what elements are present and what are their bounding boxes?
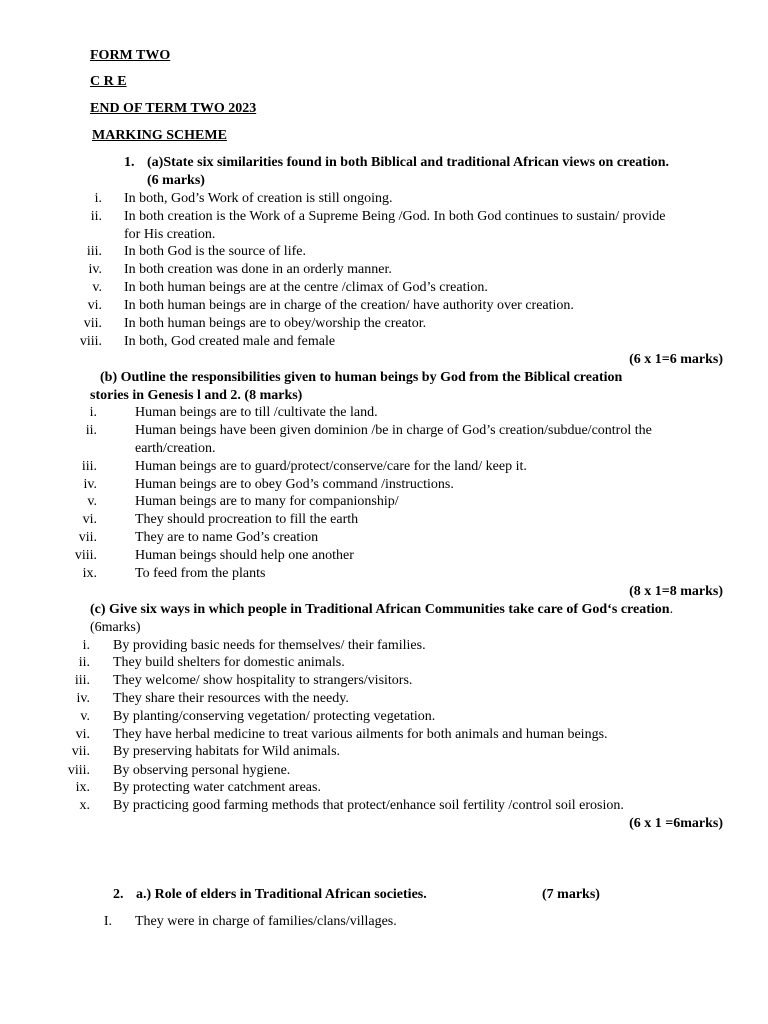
q1a-marks-total: (6 x 1=6 marks) bbox=[629, 352, 723, 367]
list-item: iv. They share their resources with the needy. bbox=[76, 691, 349, 706]
scheme-heading: MARKING SCHEME bbox=[92, 128, 227, 143]
list-item: I. They were in charge of families/clans/villages. bbox=[103, 914, 397, 929]
list-item: vi. They have herbal medicine to treat various ailments for both animals and human beings. bbox=[75, 727, 608, 742]
q1b-question-cont: stories in Genesis l and 2. (8 marks) bbox=[90, 388, 303, 403]
q1a-question-marks: (6 marks) bbox=[147, 173, 205, 188]
list-item: iv. Human beings are to obey God’s command /instructions. bbox=[83, 477, 454, 492]
q1b-marks-total: (8 x 1=8 marks) bbox=[629, 584, 723, 599]
list-item: vii. By preserving habitats for Wild animals. bbox=[71, 744, 341, 759]
list-item: ii. Human beings have been given dominion /be in charge of God’s creation/subdue/control the bbox=[85, 423, 652, 438]
list-item: vi. In both human beings are in charge of the creation/ have authority over creation. bbox=[87, 298, 574, 313]
list-item: ii. In both creation is the Work of a Supreme Being /God. In both God continues to sustain/ provide bbox=[90, 209, 666, 224]
list-item: vi. They should procreation to fill the earth bbox=[82, 512, 359, 527]
q1a-question: (a)State six similarities found in both Biblical and traditional African views on creation. bbox=[147, 155, 670, 170]
list-item-continuation: for His creation. bbox=[124, 227, 216, 242]
list-item: x. By practicing good farming methods that protect/enhance soil fertility /control soil erosion. bbox=[79, 798, 624, 813]
list-item: iii. In both God is the source of life. bbox=[86, 244, 306, 259]
list-item: vii. They are to name God’s creation bbox=[78, 530, 319, 545]
list-item: i. Human beings are to till /cultivate the land. bbox=[89, 405, 378, 420]
list-item: iv. In both creation was done in an orderly manner. bbox=[88, 262, 392, 277]
q1c-question-marks: (6marks) bbox=[90, 620, 141, 635]
subject-heading: C R E bbox=[90, 74, 127, 89]
list-item: ix. To feed from the plants bbox=[82, 566, 266, 581]
list-item: ix. By protecting water catchment areas. bbox=[75, 780, 321, 795]
q1c-question: (c) Give six ways in which people in Traditional African Communities take care of God‘s creation. bbox=[90, 602, 674, 617]
list-item: v. By planting/conserving vegetation/ protecting vegetation. bbox=[80, 709, 436, 724]
list-item: v. In both human beings are at the centre /climax of God’s creation. bbox=[92, 280, 488, 295]
list-item: viii. In both, God created male and female bbox=[79, 334, 336, 349]
term-heading: END OF TERM TWO 2023 bbox=[90, 101, 257, 116]
q2-number: 2. bbox=[113, 887, 124, 902]
list-item: viii. By observing personal hygiene. bbox=[67, 763, 291, 778]
list-item: ii. They build shelters for domestic animals. bbox=[78, 655, 345, 670]
list-item: i. In both, God’s Work of creation is still ongoing. bbox=[94, 191, 393, 206]
list-item: iii. Human beings are to guard/protect/conserve/care for the land/ keep it. bbox=[81, 459, 527, 474]
q1b-question: (b) Outline the responsibilities given to human beings by God from the Biblical creation bbox=[100, 370, 623, 385]
list-item: vii. In both human beings are to obey/worship the creator. bbox=[83, 316, 427, 331]
form-heading: FORM TWO bbox=[90, 48, 171, 63]
q1-number: 1. bbox=[124, 155, 135, 170]
q2a-question: a.) Role of elders in Traditional African societies. bbox=[136, 887, 427, 902]
list-item: viii. Human beings should help one another bbox=[74, 548, 354, 563]
list-item-continuation: earth/creation. bbox=[135, 441, 216, 456]
q1c-marks-total: (6 x 1 =6marks) bbox=[629, 816, 723, 831]
list-item: v. Human beings are to many for companionship/ bbox=[87, 494, 399, 509]
q2a-question-marks: (7 marks) bbox=[542, 887, 600, 902]
list-item: iii. They welcome/ show hospitality to strangers/visitors. bbox=[74, 673, 413, 688]
list-item: i. By providing basic needs for themselves/ their families. bbox=[82, 638, 426, 653]
